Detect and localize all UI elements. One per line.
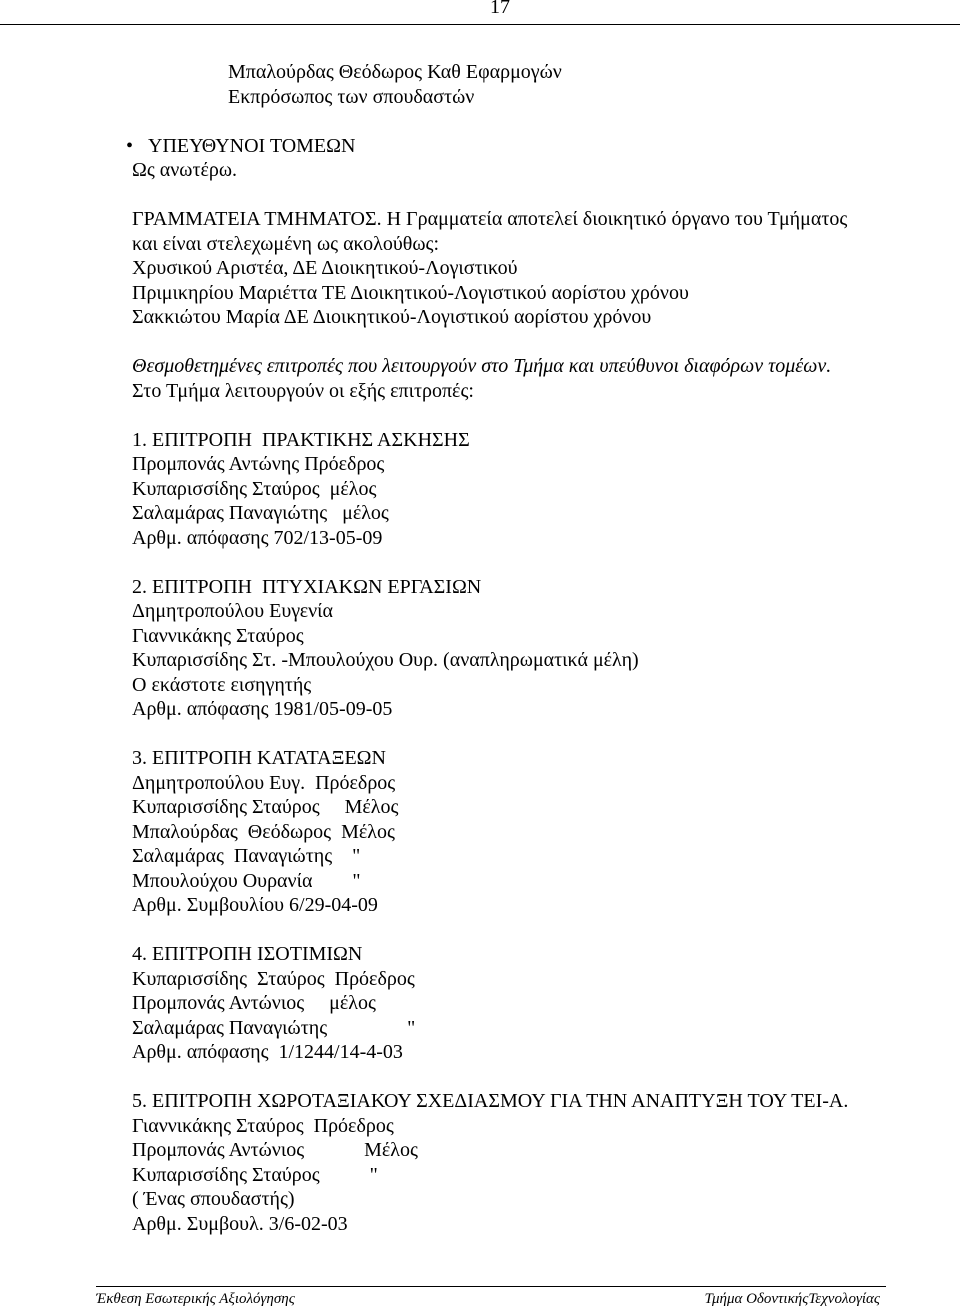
secretariat-staff: Σακκιώτου Μαρία ΔΕ Διοικητικού-Λογιστικού αορίστου χρόνου <box>132 306 652 328</box>
footer-left: Έκθεση Εσωτερικής Αξιολόγησης <box>96 1291 295 1307</box>
committee-decision: Αρθμ. Συμβουλ. 3/6-02-03 <box>132 1212 348 1235</box>
spacer <box>132 722 922 747</box>
student-rep-name: Μπαλούρδας Θεόδωρος Καθ Εφαρμογών <box>228 61 562 83</box>
committee-member: Ο εκάστοτε εισηγητής <box>132 673 312 696</box>
committee-member: Προμπονάς Αντώνιος Μέλος <box>132 1139 418 1161</box>
footer-right: Τμήμα ΟδοντικήςΤεχνολογίας <box>704 1291 880 1307</box>
spacer <box>132 330 922 355</box>
committee-member: Δημητροπούλου Ευγενία <box>132 600 334 622</box>
committee-member: Μπαλούρδας Θεόδωρος Μέλος <box>132 820 395 843</box>
committee-decision: Αρθμ. απόφασης 1981/05-09-05 <box>132 698 393 720</box>
committee-member: Κυπαρισσίδης Σταύρος Μέλος <box>132 796 399 818</box>
committee-member: Προμπονάς Αντώνης Πρόεδρος <box>132 453 385 475</box>
secretariat-line-1: ΓΡΑΜΜΑΤΕΙΑ ΤΜΗΜΑΤΟΣ. Η Γραμματεία αποτελεί διοικητικό όργανο του Τμήματος <box>132 208 848 230</box>
spacer <box>132 109 922 134</box>
sector-heads-note: Ως ανωτέρω. <box>132 159 238 181</box>
committee-member: Μπουλούχου Ουρανία " <box>132 869 361 892</box>
committees-intro: Στο Τμήμα λειτουργούν οι εξής επιτροπές: <box>132 379 474 402</box>
committee-title: 1. ΕΠΙΤΡΟΠΗ ΠΡΑΚΤΙΚΗΣ ΑΣΚΗΣΗΣ <box>132 428 470 451</box>
committee-decision: Αρθμ. απόφασης 702/13-05-09 <box>132 526 383 549</box>
committee-member: Κυπαρισσίδης Σταύρος " <box>132 1163 378 1186</box>
student-rep-role: Εκπρόσωπος των σπουδαστών <box>228 85 475 108</box>
sector-heads-title <box>126 134 922 159</box>
committee-member: Σαλαμάρας Παναγιώτης " <box>132 845 361 867</box>
committees-intro-italic: Θεσμοθετημένες επιτροπές που λειτουργούν στο Τμήμα και υπεύθυνοι διαφόρων τομέων. <box>132 355 832 377</box>
committee-member: Κυπαρισσίδης Σταύρος μέλος <box>132 477 377 500</box>
committee-member: Σαλαμάρας Παναγιώτης μέλος <box>132 502 389 524</box>
committee-member: Κυπαρισσίδης Σταύρος Πρόεδρος <box>132 967 415 990</box>
bullet-icon: • <box>126 134 134 157</box>
committee-decision: Αρθμ. Συμβουλίου 6/29-04-09 <box>132 894 378 916</box>
committee-member: Κυπαρισσίδης Στ. -Μπουλούχου Ουρ. (αναπληρωματικά μέλη) <box>132 649 639 671</box>
header-rule <box>0 24 960 25</box>
secretariat-staff: Χρυσικού Αριστέα, ΔΕ Διοικητικού-Λογιστικού <box>132 257 518 279</box>
committee-member: Γιαννικάκης Σταύρος Πρόεδρος <box>132 1114 394 1137</box>
spacer <box>132 183 922 208</box>
committee-title: 5. ΕΠΙΤΡΟΠΗ ΧΩΡΟΤΑΞΙΑΚΟΥ ΣΧΕΔΙΑΣΜΟΥ ΓΙΑ ΤΗΝ ΑΝΑΠΤΥΞΗ ΤΟΥ ΤΕΙ-Α. <box>132 1090 849 1112</box>
committee-title: 2. ΕΠΙΤΡΟΠΗ ΠΤΥΧΙΑΚΩΝ ΕΡΓΑΣΙΩΝ <box>132 575 482 598</box>
page-number: 17 <box>490 0 510 18</box>
sector-heads-title-text: ΥΠΕΥΘΥΝΟΙ ΤΟΜΕΩΝ <box>148 134 356 157</box>
committee-member: ( Ένας σπουδαστής) <box>132 1188 295 1210</box>
secretariat-line-2: και είναι στελεχωμένη ως ακολούθως: <box>132 232 440 255</box>
committee-decision: Αρθμ. απόφασης 1/1244/14-4-03 <box>132 1041 403 1063</box>
spacer <box>132 550 922 575</box>
spacer <box>132 1065 922 1090</box>
committee-title: 4. ΕΠΙΤΡΟΠΗ ΙΣΟΤΙΜΙΩΝ <box>132 943 363 965</box>
committee-member: Γιαννικάκης Σταύρος <box>132 624 304 647</box>
spacer <box>132 918 922 943</box>
committee-member: Δημητροπούλου Ευγ. Πρόεδρος <box>132 771 396 794</box>
committee-member: Σαλαμάρας Παναγιώτης " <box>132 1016 416 1039</box>
committee-member: Προμπονάς Αντώνιος μέλος <box>132 992 376 1014</box>
spacer <box>132 403 922 428</box>
secretariat-staff: Πριμικηρίου Μαριέττα ΤΕ Διοικητικού-Λογιστικού αορίστου χρόνου <box>132 281 689 304</box>
document-body <box>126 60 922 1236</box>
committee-title: 3. ΕΠΙΤΡΟΠΗ ΚΑΤΑΤΑΞΕΩΝ <box>132 747 386 769</box>
footer-rule <box>96 1286 886 1287</box>
